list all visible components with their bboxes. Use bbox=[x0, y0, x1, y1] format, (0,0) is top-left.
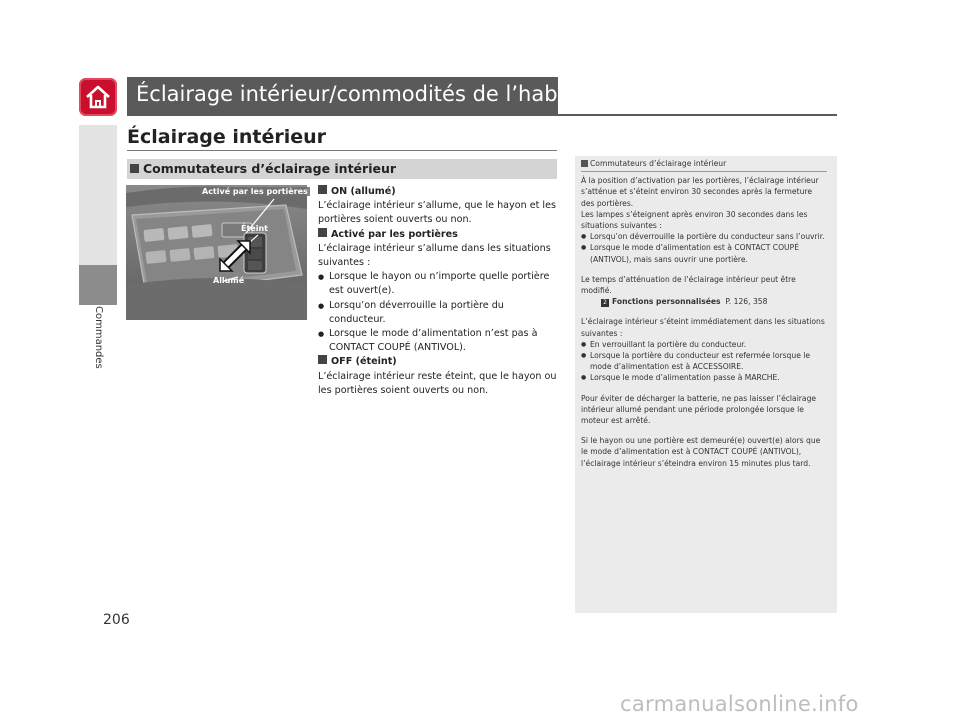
side-tab-label: Commandes bbox=[93, 306, 104, 369]
note-paragraph: À la position d’activation par les portières, l’éclairage intérieur s’atténue et s’éteint environ 30 secondes après la fermeture des portières. bbox=[581, 176, 819, 208]
list-item: ● Lorsque le mode d’alimentation est à CONTACT COUPÉ (ANTIVOL), mais sans ouvrir une portière. bbox=[581, 242, 827, 264]
square-bullet-icon bbox=[318, 228, 327, 237]
square-bullet-icon bbox=[130, 164, 139, 173]
page-title: Éclairage intérieur/commodités de l’habitacle bbox=[136, 82, 615, 106]
paragraph-doors: L’éclairage intérieur s’allume dans les situations suivantes : bbox=[318, 242, 551, 269]
paragraph-off: L’éclairage intérieur reste éteint, que le hayon ou les portières soient ouverts ou non. bbox=[318, 370, 557, 396]
home-icon bbox=[84, 83, 112, 111]
reference-arrow-icon: 2 bbox=[601, 299, 609, 307]
reference-pages: P. 126, 358 bbox=[725, 297, 768, 307]
paragraph-on: L’éclairage intérieur s’allume, que le hayon et les portières soient ouverts ou non. bbox=[318, 200, 556, 226]
square-bullet-icon bbox=[318, 185, 327, 194]
heading-off bbox=[318, 355, 558, 369]
list-item: ● En verrouillant la portière du conducteur. bbox=[581, 339, 827, 350]
interior-light-figure bbox=[126, 185, 307, 320]
note-header bbox=[581, 158, 827, 169]
heading-doors-text: Activé par les portières bbox=[331, 228, 458, 240]
home-button[interactable] bbox=[79, 78, 117, 116]
heading-doors bbox=[318, 228, 558, 242]
list-item: ● Lorsque le hayon ou n’importe quelle portière est ouvert(e). bbox=[318, 270, 558, 298]
square-bullet-icon bbox=[318, 355, 327, 364]
subsection-title bbox=[130, 161, 396, 176]
overhead-console-illustration bbox=[126, 185, 307, 320]
heading-off-text: OFF (éteint) bbox=[331, 356, 397, 368]
side-tab-background bbox=[79, 125, 117, 265]
list-item: ● Lorsque le mode d’alimentation passe à MARCHE. bbox=[581, 372, 827, 383]
list-item: ● Lorsque le mode d’alimentation n’est pas à CONTACT COUPÉ (ANTIVOL). bbox=[318, 327, 558, 355]
note-paragraph: Le temps d’atténuation de l’éclairage intérieur peut être modifié. bbox=[581, 274, 796, 296]
note-divider bbox=[581, 171, 827, 172]
cross-reference-link[interactable] bbox=[581, 296, 827, 307]
subsection-title-text: Commutateurs d’éclairage intérieur bbox=[143, 161, 397, 176]
heading-on-text: ON (allumé) bbox=[331, 186, 396, 197]
note-marker-icon bbox=[581, 160, 588, 167]
section-title: Éclairage intérieur bbox=[127, 126, 327, 148]
note-paragraph: Les lampes s’éteignent après environ 30 secondes dans les situations suivantes : bbox=[581, 209, 808, 231]
page-number: 206 bbox=[103, 612, 130, 628]
title-rule bbox=[127, 114, 837, 116]
note-header-text: Commutateurs d’éclairage intérieur bbox=[590, 159, 727, 168]
figure-label-off: Éteint bbox=[241, 224, 268, 233]
figure-label-on: Allumé bbox=[213, 276, 245, 285]
list-item: ● Lorsqu’on déverrouille la portière du conducteur. bbox=[318, 299, 558, 327]
reference-label: Fonctions personnalisées bbox=[612, 297, 721, 307]
side-tab-marker[interactable] bbox=[79, 265, 117, 305]
note-paragraph: L’éclairage intérieur s’éteint immédiatement dans les situations suivantes : bbox=[581, 317, 825, 338]
side-tab[interactable] bbox=[86, 306, 110, 386]
watermark: carmanualsonline.info bbox=[620, 692, 859, 716]
list-item: ● Lorsqu’on déverrouille la portière du conducteur sans l’ouvrir. bbox=[581, 231, 827, 242]
figure-label-doors: Activé par les portières bbox=[202, 187, 308, 196]
heading-on bbox=[318, 185, 558, 199]
list-item: ● Lorsque la portière du conducteur est refermée lorsque le mode d’alimentation est à ACCESSOIRE. bbox=[581, 350, 827, 372]
note-paragraph: Pour éviter de décharger la batterie, ne pas laisser l’éclairage intérieur allumé pendant une période prolongée lorsque le moteur est arrêté. bbox=[581, 393, 817, 426]
sidebar-note bbox=[575, 156, 837, 613]
body-text bbox=[318, 185, 558, 398]
note-paragraph: Si le hayon ou une portière est demeuré(e) ouvert(e) alors que le mode d’alimentation est à CONTACT COUPÉ (ANTIVOL), l’éclairage intérieur s’éteindra environ 15 minutes plus tard. bbox=[581, 436, 821, 468]
section-rule bbox=[127, 150, 557, 151]
